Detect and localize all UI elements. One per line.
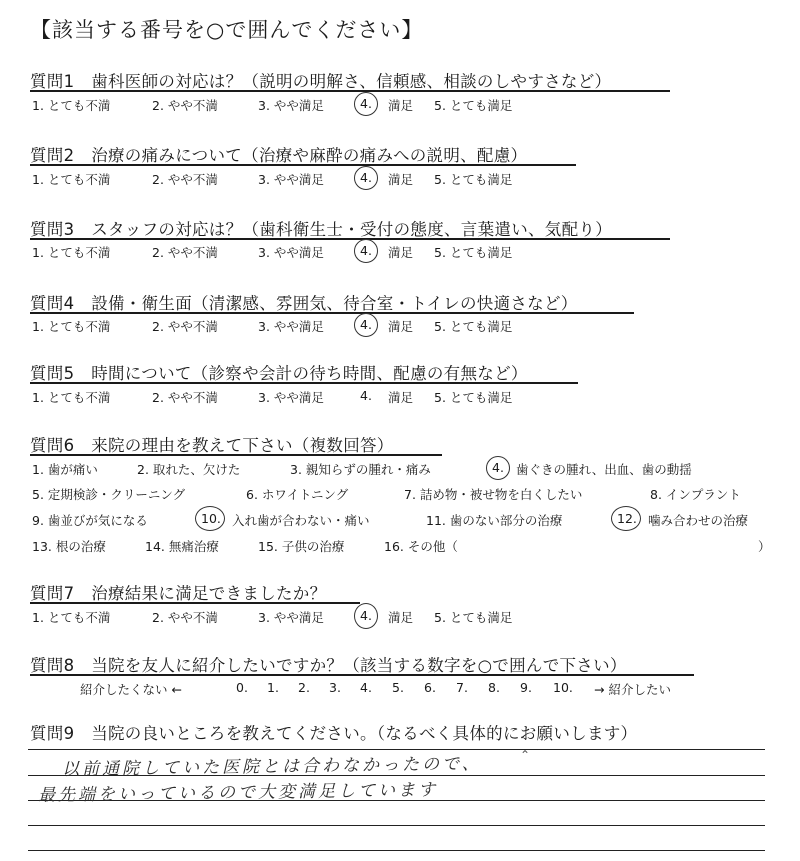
q2-option-3[interactable]: 3. やや満足	[258, 172, 324, 187]
q1-option-1[interactable]: 1. とても不満	[32, 98, 111, 113]
q8-left-label: 紹介したくない ←	[80, 682, 182, 697]
q5-title: 質問5 時間について（診察や会計の待ち時間、配慮の有無など）	[30, 364, 528, 383]
q5-option-2[interactable]: 2. やや不満	[152, 390, 218, 405]
q3-selected-circle	[354, 239, 378, 263]
q6-option-15[interactable]: 15. 子供の治療	[258, 539, 345, 554]
q7-selected-circle	[354, 603, 378, 629]
q8-scale-4[interactable]: 4.	[360, 680, 372, 695]
q1-selected-circle	[354, 92, 378, 116]
q2-selected-circle	[354, 166, 378, 190]
q2-option-2[interactable]: 2. やや不満	[152, 172, 218, 187]
q1-underline	[30, 90, 670, 92]
q8-right-label: → 紹介したい	[594, 682, 671, 697]
q9-handwritten-answer-1: 以前通院していた医院とは合わなかったので、	[61, 754, 482, 780]
q2-option-4-number[interactable]: 4.	[360, 170, 372, 185]
q8-scale-9[interactable]: 9.	[520, 680, 532, 695]
q6-option-11[interactable]: 11. 歯のない部分の治療	[426, 513, 563, 528]
q2-option-1[interactable]: 1. とても不満	[32, 172, 111, 187]
q9-title: 質問9 当院の良いところを教えてください。（なるべく具体的にお願いします）	[30, 724, 638, 743]
q7-title: 質問7 治療結果に満足できましたか？	[30, 584, 327, 603]
q6-option-10-number[interactable]: 10.	[201, 511, 221, 526]
q2-underline	[30, 164, 576, 166]
q2-title: 質問2 治療の痛みについて（治療や麻酔の痛みへの説明、配慮）	[30, 146, 528, 165]
q8-title: 質問8 当院を友人に紹介したいですか？（該当する数字を○で囲んで下さい）	[30, 656, 627, 675]
q1-option-4-number[interactable]: 4.	[360, 96, 372, 111]
q7-option-1[interactable]: 1. とても不満	[32, 610, 111, 625]
q3-option-1[interactable]: 1. とても不満	[32, 245, 111, 260]
q7-underline	[30, 602, 360, 604]
q9-answer-line-5	[28, 850, 765, 851]
q4-underline	[30, 312, 634, 314]
q6-option-7[interactable]: 7. 詰め物・被せ物を白くしたい	[404, 487, 583, 502]
q4-selected-circle	[354, 313, 378, 337]
q8-scale-7[interactable]: 7.	[456, 680, 468, 695]
instruction-header: 【該当する番号を○で囲んでください】	[30, 18, 424, 42]
q1-option-3[interactable]: 3. やや満足	[258, 98, 324, 113]
q6-selected-circle-10	[195, 506, 225, 531]
q5-option-4-number[interactable]: 4.	[360, 388, 372, 403]
q6-option-12-number[interactable]: 12.	[617, 511, 637, 526]
q6-option-1[interactable]: 1. 歯が痛い	[32, 462, 98, 477]
q7-option-5[interactable]: 5. とても満足	[434, 610, 513, 625]
q8-scale-3[interactable]: 3.	[329, 680, 341, 695]
q5-option-4-label[interactable]: 満足	[388, 390, 414, 405]
q6-option-10-label[interactable]: 入れ歯が合わない・痛い	[232, 513, 370, 528]
q3-option-4-number[interactable]: 4.	[360, 243, 372, 258]
q8-scale-5[interactable]: 5.	[392, 680, 404, 695]
q6-option-4-label[interactable]: 歯ぐきの腫れ、出血、歯の動揺	[516, 462, 692, 477]
q6-option-8[interactable]: 8. インプラント	[650, 487, 741, 502]
q3-option-2[interactable]: 2. やや不満	[152, 245, 218, 260]
q6-option-12-label[interactable]: 噛み合わせの治療	[648, 513, 749, 528]
q8-scale-1[interactable]: 1.	[267, 680, 279, 695]
q3-option-3[interactable]: 3. やや満足	[258, 245, 324, 260]
q8-scale-2[interactable]: 2.	[298, 680, 310, 695]
q8-scale-0[interactable]: 0.	[236, 680, 248, 695]
q6-option-5[interactable]: 5. 定期検診・クリーニング	[32, 487, 186, 502]
q5-option-3[interactable]: 3. やや満足	[258, 390, 324, 405]
q1-option-5[interactable]: 5. とても満足	[434, 98, 513, 113]
q6-other-close-paren: ）	[758, 539, 771, 554]
q9-handwritten-answer-2: 最先端をいっているので大変満足しています	[37, 780, 439, 806]
q8-scale-6[interactable]: 6.	[424, 680, 436, 695]
q3-option-5[interactable]: 5. とても満足	[434, 245, 513, 260]
q6-option-14[interactable]: 14. 無痛治療	[145, 539, 219, 554]
q1-title: 質問1 歯科医師の対応は？（説明の明解さ、信頼感、相談のしやすさなど）	[30, 72, 612, 91]
q5-option-1[interactable]: 1. とても不満	[32, 390, 111, 405]
q7-option-4-number[interactable]: 4.	[360, 608, 372, 623]
q2-option-5[interactable]: 5. とても満足	[434, 172, 513, 187]
q4-option-5[interactable]: 5. とても満足	[434, 319, 513, 334]
q6-option-13[interactable]: 13. 根の治療	[32, 539, 106, 554]
q1-option-4-label[interactable]: 満足	[388, 98, 414, 113]
q3-option-4-label[interactable]: 満足	[388, 245, 414, 260]
q6-selected-circle-4	[486, 456, 510, 480]
q3-underline	[30, 238, 670, 240]
q4-option-3[interactable]: 3. やや満足	[258, 319, 324, 334]
q4-option-2[interactable]: 2. やや不満	[152, 319, 218, 334]
q8-scale-8[interactable]: 8.	[488, 680, 500, 695]
q4-option-1[interactable]: 1. とても不満	[32, 319, 111, 334]
q4-option-4-label[interactable]: 満足	[388, 319, 414, 334]
q1-option-2[interactable]: 2. やや不満	[152, 98, 218, 113]
q5-underline	[30, 382, 578, 384]
q6-title: 質問6 来院の理由を教えて下さい（複数回答）	[30, 436, 394, 455]
q7-option-4-label[interactable]: 満足	[388, 610, 414, 625]
q7-option-3[interactable]: 3. やや満足	[258, 610, 324, 625]
q6-selected-circle-12	[611, 506, 641, 531]
q2-option-4-label[interactable]: 満足	[388, 172, 414, 187]
q7-option-2[interactable]: 2. やや不満	[152, 610, 218, 625]
q6-option-2[interactable]: 2. 取れた、欠けた	[137, 462, 241, 477]
q6-option-4-number[interactable]: 4.	[492, 460, 504, 475]
stray-pen-mark: ⌃	[520, 748, 531, 762]
q8-scale-10[interactable]: 10.	[553, 680, 573, 695]
q5-option-5[interactable]: 5. とても満足	[434, 390, 513, 405]
q3-title: 質問3 スタッフの対応は？（歯科衛生士・受付の態度、言葉遣い、気配り）	[30, 220, 612, 239]
q6-option-6[interactable]: 6. ホワイトニング	[246, 487, 349, 502]
q6-underline	[30, 454, 442, 456]
q4-title: 質問4 設備・衛生面（清潔感、雰囲気、待合室・トイレの快適さなど）	[30, 294, 578, 313]
q9-answer-line-4	[28, 825, 765, 826]
q4-option-4-number[interactable]: 4.	[360, 317, 372, 332]
q6-option-9[interactable]: 9. 歯並びが気になる	[32, 513, 148, 528]
q6-option-16[interactable]: 16. その他（	[384, 539, 458, 554]
q8-underline	[30, 674, 694, 676]
q6-option-3[interactable]: 3. 親知らずの腫れ・痛み	[290, 462, 431, 477]
